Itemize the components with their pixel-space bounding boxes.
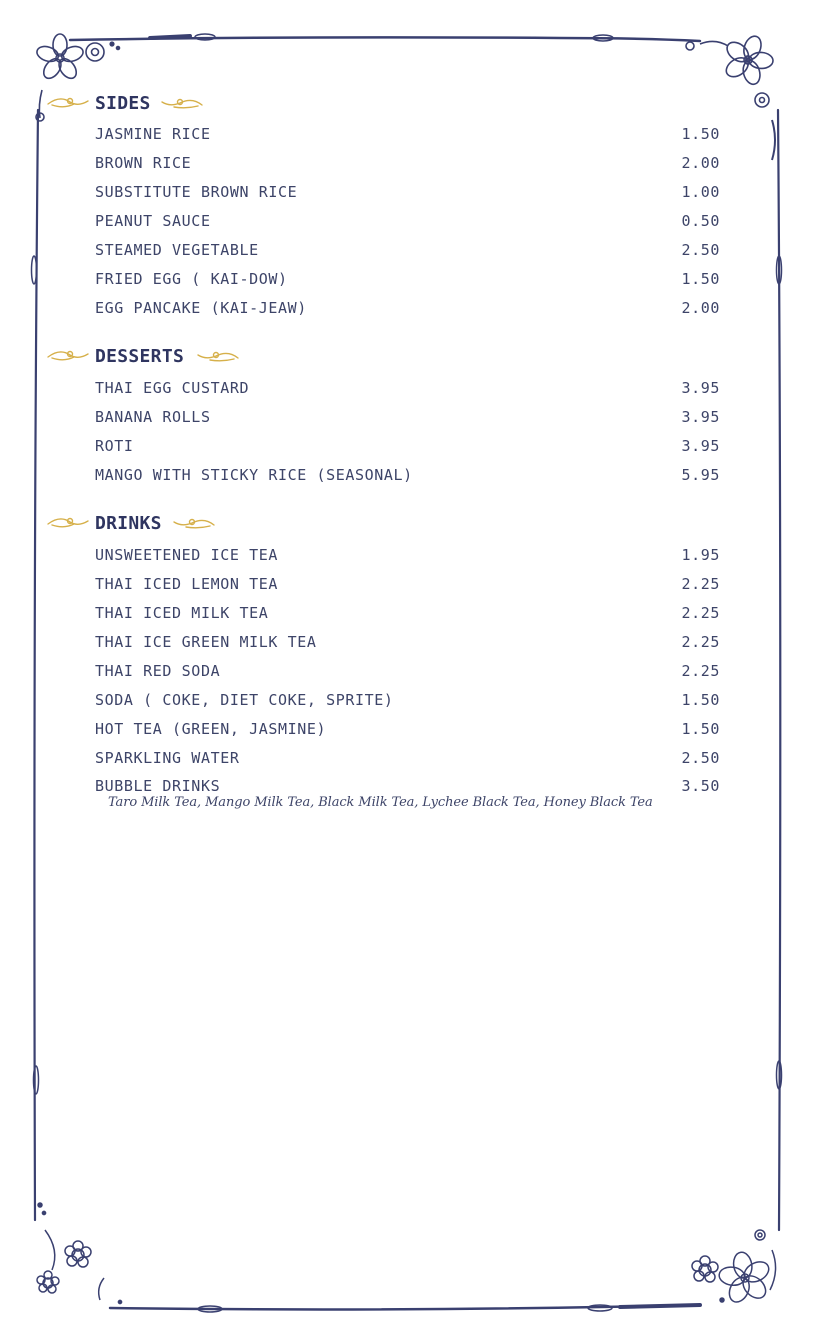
section-header-drinks xyxy=(95,508,170,538)
item-price: 5.95 xyxy=(681,466,720,484)
item-price: 2.25 xyxy=(681,604,720,622)
item-price: 1.95 xyxy=(681,546,720,564)
menu-item xyxy=(95,544,720,566)
swirl-ornament-icon xyxy=(48,352,88,360)
menu-item xyxy=(95,181,720,203)
item-price: 2.50 xyxy=(681,241,720,259)
item-name: STEAMED VEGETABLE xyxy=(95,241,259,259)
item-name: HOT TEA (GREEN, JASMINE) xyxy=(95,720,327,738)
item-price: 1.00 xyxy=(681,183,720,201)
item-name: SPARKLING WATER xyxy=(95,749,240,767)
menu-item xyxy=(95,602,720,624)
item-price: 1.50 xyxy=(681,125,720,143)
swirl-ornament-icon xyxy=(162,100,202,108)
section-title: SIDES xyxy=(95,92,151,114)
menu-item xyxy=(95,377,720,399)
menu-item xyxy=(95,123,720,145)
swirl-ornament-icon xyxy=(174,520,214,528)
menu-item xyxy=(95,464,720,486)
item-price: 2.25 xyxy=(681,662,720,680)
section-header-sides xyxy=(95,88,159,118)
menu-item xyxy=(95,718,720,740)
menu-item xyxy=(95,297,720,319)
menu-item xyxy=(95,573,720,595)
menu-item xyxy=(95,689,720,711)
menu-item xyxy=(95,210,720,232)
item-price: 2.25 xyxy=(681,575,720,593)
item-price: 0.50 xyxy=(681,212,720,230)
item-price: 2.00 xyxy=(681,154,720,172)
item-name: THAI ICE GREEN MILK TEA xyxy=(95,633,317,651)
item-name: THAI EGG CUSTARD xyxy=(95,379,250,397)
swirl-ornament-icon xyxy=(48,519,88,527)
item-name: BANANA ROLLS xyxy=(95,408,211,426)
item-name: BUBBLE DRINKS xyxy=(95,777,221,795)
item-name: ROTI xyxy=(95,437,134,455)
item-price: 2.00 xyxy=(681,299,720,317)
menu-item xyxy=(95,435,720,457)
item-price: 1.50 xyxy=(681,270,720,288)
menu-item xyxy=(95,631,720,653)
item-price: 3.95 xyxy=(681,437,720,455)
item-name: THAI ICED MILK TEA xyxy=(95,604,269,622)
bubble-drinks-flavors-note: Taro Milk Tea, Mango Milk Tea, Black Milk Tea, Lychee Black Tea, Honey Black Tea xyxy=(108,795,653,810)
item-price: 3.95 xyxy=(681,408,720,426)
item-price: 1.50 xyxy=(681,691,720,709)
menu-item xyxy=(95,152,720,174)
item-price: 2.25 xyxy=(681,633,720,651)
item-price: 1.50 xyxy=(681,720,720,738)
item-name: JASMINE RICE xyxy=(95,125,211,143)
menu-item xyxy=(95,660,720,682)
menu-item xyxy=(95,775,720,797)
item-name: SODA ( COKE, DIET COKE, SPRITE) xyxy=(95,691,394,709)
item-name: MANGO WITH STICKY RICE (SEASONAL) xyxy=(95,466,413,484)
section-title: DESSERTS xyxy=(95,345,185,367)
section-title: DRINKS xyxy=(95,512,162,534)
item-name: UNSWEETENED ICE TEA xyxy=(95,546,278,564)
menu-item xyxy=(95,239,720,261)
menu-item xyxy=(95,268,720,290)
swirl-ornament-icon xyxy=(198,353,238,361)
item-price: 2.50 xyxy=(681,749,720,767)
item-name: EGG PANCAKE (KAI-JEAW) xyxy=(95,299,307,317)
item-name: SUBSTITUTE BROWN RICE xyxy=(95,183,298,201)
item-price: 3.50 xyxy=(681,777,720,795)
item-name: PEANUT SAUCE xyxy=(95,212,211,230)
section-header-desserts xyxy=(95,341,192,371)
item-price: 3.95 xyxy=(681,379,720,397)
swirl-ornament-icon xyxy=(48,99,88,107)
item-name: FRIED EGG ( KAI-DOW) xyxy=(95,270,288,288)
menu-item xyxy=(95,406,720,428)
floral-corner-icon xyxy=(37,1203,122,1304)
item-name: BROWN RICE xyxy=(95,154,192,172)
floral-corner-icon xyxy=(692,1230,777,1309)
menu-item xyxy=(95,747,720,769)
item-name: THAI ICED LEMON TEA xyxy=(95,575,278,593)
item-name: THAI RED SODA xyxy=(95,662,221,680)
